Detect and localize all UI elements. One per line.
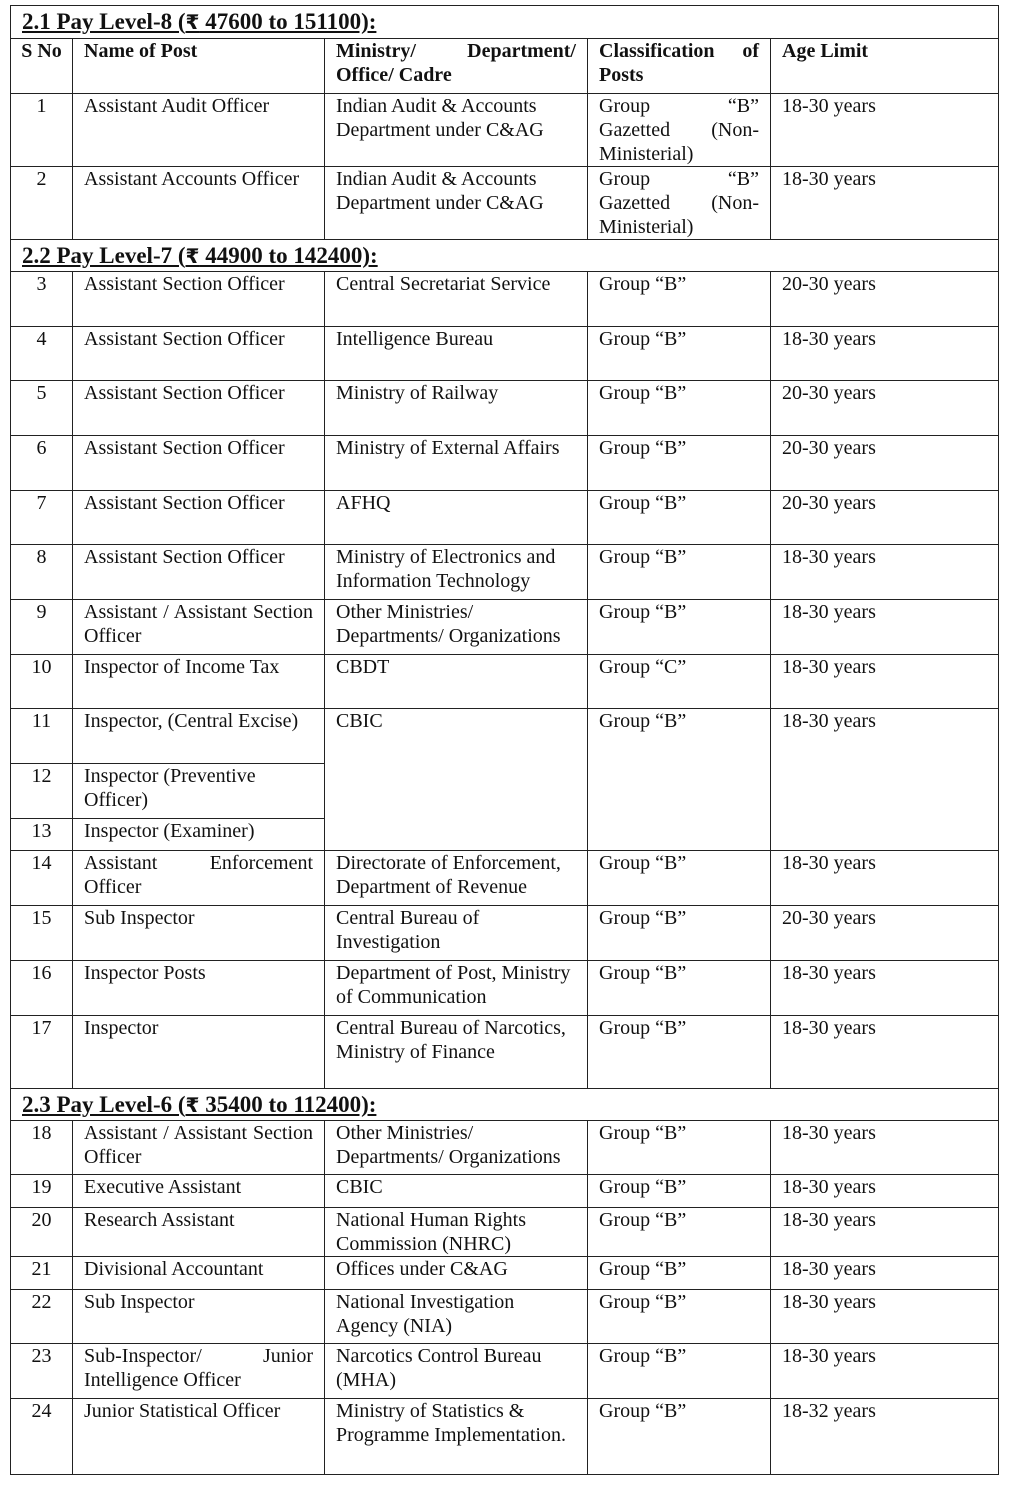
section-title-row [11,1089,999,1121]
cell-post-name: Assistant Section Officer [73,381,325,436]
cell-age-limit: 18-30 years [771,327,999,381]
table-header-row [11,39,999,94]
cell-post-name: Research Assistant [73,1208,325,1257]
table-row [11,851,999,906]
cell-post-name: Assistant Accounts Officer [73,167,325,240]
cell-post-name: Assistant Section Officer [73,545,325,600]
cell-sno: 3 [11,272,73,327]
cell-ministry: Central Bureau of Narcotics, Ministry of Finance [325,1016,588,1089]
cell-ministry: Department of Post, Ministry of Communication [325,961,588,1016]
section-title [11,6,999,39]
cell-age-limit: 20-30 years [771,436,999,491]
cell-sno: 9 [11,600,73,655]
table-row [11,1175,999,1208]
cell-sno: 15 [11,906,73,961]
cell-classification: Group “B” [588,1121,771,1175]
cell-age-limit: 18-30 years [771,1121,999,1175]
cell-classification: Group “B” [588,1257,771,1290]
table-row [11,1121,999,1175]
cell-post-name: Divisional Accountant [73,1257,325,1290]
cell-classification: Group “C” [588,655,771,709]
pay-level-title [22,9,376,34]
cell-classification: Group “B” [588,1016,771,1089]
cell-sno: 12 [11,764,73,819]
cell-classification: Group “B” [588,1290,771,1344]
cell-age-limit: 20-30 years [771,381,999,436]
cell-ministry: CBIC [325,1175,588,1208]
section-title-row [11,240,999,272]
section-title [11,1089,999,1121]
cell-sno: 24 [11,1399,73,1475]
cell-age-limit: 18-30 years [771,1344,999,1399]
cell-age-limit: 18-30 years [771,1290,999,1344]
cell-age-limit: 18-30 years [771,1208,999,1257]
cell-ministry: Indian Audit & Accounts Department under C&AG [325,94,588,167]
cell-sno: 14 [11,851,73,906]
cell-classification: Group “B” [588,1175,771,1208]
cell-classification: Group “B” [588,1208,771,1257]
cell-sno: 11 [11,709,73,764]
cell-sno: 18 [11,1121,73,1175]
table-row [11,167,999,240]
cell-sno: 4 [11,327,73,381]
cell-post-name: Assistant Enforcement Officer [73,851,325,906]
cell-post-name: Inspector [73,1016,325,1089]
pay-level-posts-document [10,5,998,1475]
cell-ministry: AFHQ [325,491,588,545]
cell-ministry: Ministry of Railway [325,381,588,436]
cell-age-limit: 18-30 years [771,709,999,851]
table-row [11,906,999,961]
cell-post-name: Inspector, (Central Excise) [73,709,325,764]
cell-post-name: Sub Inspector [73,1290,325,1344]
posts-table [10,5,999,1475]
cell-post-name: Assistant Section Officer [73,436,325,491]
cell-age-limit: 18-30 years [771,851,999,906]
pay-level-label: 2.3 Pay Level-6 ( [22,1092,186,1117]
cell-classification: Group “B” [588,436,771,491]
col-header-ministry: Ministry/ Department/ Office/ Cadre [325,39,588,94]
table-row [11,436,999,491]
cell-post-name: Assistant Section Officer [73,327,325,381]
cell-sno: 20 [11,1208,73,1257]
table-row [11,327,999,381]
table-row [11,1016,999,1089]
cell-age-limit: 18-30 years [771,1175,999,1208]
cell-post-name: Junior Statistical Officer [73,1399,325,1475]
cell-post-name: Assistant Section Officer [73,272,325,327]
cell-age-limit: 18-30 years [771,167,999,240]
cell-sno: 16 [11,961,73,1016]
table-row [11,1344,999,1399]
cell-age-limit: 18-30 years [771,655,999,709]
cell-sno: 10 [11,655,73,709]
cell-post-name: Inspector of Income Tax [73,655,325,709]
col-header-name: Name of Post [73,39,325,94]
rupee-icon: ₹ [185,10,200,34]
cell-ministry: CBIC [325,709,588,851]
cell-age-limit: 18-30 years [771,600,999,655]
table-row [11,600,999,655]
cell-classification: Group “B” [588,709,771,851]
cell-post-name: Inspector (Examiner) [73,819,325,851]
cell-post-name: Sub Inspector [73,906,325,961]
cell-sno: 21 [11,1257,73,1290]
cell-sno: 22 [11,1290,73,1344]
cell-ministry: Intelligence Bureau [325,327,588,381]
cell-post-name: Inspector (Preventive Officer) [73,764,325,819]
pay-level-title [22,243,378,268]
rupee-icon: ₹ [185,1093,200,1117]
cell-age-limit: 20-30 years [771,272,999,327]
pay-range: 47600 to 151100): [199,9,377,34]
cell-post-name: Sub-Inspector/ Junior Intelligence Officer [73,1344,325,1399]
cell-classification: Group “B” Gazetted (Non-Ministerial) [588,94,771,167]
table-row [11,961,999,1016]
cell-ministry: Indian Audit & Accounts Department under C&AG [325,167,588,240]
cell-post-name: Assistant Section Officer [73,491,325,545]
col-header-classification: Classification of Posts [588,39,771,94]
cell-classification: Group “B” [588,381,771,436]
cell-age-limit: 18-32 years [771,1399,999,1475]
table-row [11,94,999,167]
cell-ministry: Central Bureau of Investigation [325,906,588,961]
cell-ministry: National Human Rights Commission (NHRC) [325,1208,588,1257]
cell-classification: Group “B” [588,961,771,1016]
table-row [11,1399,999,1475]
cell-age-limit: 18-30 years [771,1016,999,1089]
cell-age-limit: 18-30 years [771,545,999,600]
cell-classification: Group “B” [588,545,771,600]
pay-range: 35400 to 112400): [199,1092,377,1117]
cell-sno: 1 [11,94,73,167]
cell-ministry: Ministry of Statistics & Programme Implementation. [325,1399,588,1475]
cell-sno: 19 [11,1175,73,1208]
rupee-icon: ₹ [185,244,200,268]
cell-sno: 6 [11,436,73,491]
section-title-row [11,6,999,39]
cell-ministry: Offices under C&AG [325,1257,588,1290]
cell-classification: Group “B” [588,600,771,655]
pay-level-title [22,1092,376,1117]
cell-ministry: Other Ministries/ Departments/ Organizations [325,600,588,655]
table-row [11,709,999,764]
cell-sno: 23 [11,1344,73,1399]
cell-post-name: Executive Assistant [73,1175,325,1208]
cell-classification: Group “B” [588,491,771,545]
table-row [11,1208,999,1257]
cell-sno: 7 [11,491,73,545]
pay-level-label: 2.1 Pay Level-8 ( [22,9,186,34]
cell-classification: Group “B” [588,1344,771,1399]
cell-sno: 13 [11,819,73,851]
cell-classification: Group “B” [588,272,771,327]
cell-ministry: National Investigation Agency (NIA) [325,1290,588,1344]
col-header-sno: S No [11,39,73,94]
cell-ministry: Central Secretariat Service [325,272,588,327]
cell-ministry: Narcotics Control Bureau (MHA) [325,1344,588,1399]
table-row [11,655,999,709]
table-row [11,1290,999,1344]
cell-sno: 17 [11,1016,73,1089]
cell-sno: 2 [11,167,73,240]
cell-ministry: Ministry of External Affairs [325,436,588,491]
cell-classification: Group “B” [588,327,771,381]
cell-classification: Group “B” [588,851,771,906]
cell-sno: 8 [11,545,73,600]
cell-classification: Group “B” [588,1399,771,1475]
cell-classification: Group “B” [588,906,771,961]
table-row [11,381,999,436]
cell-age-limit: 18-30 years [771,961,999,1016]
table-row [11,545,999,600]
cell-age-limit: 20-30 years [771,491,999,545]
cell-ministry: Directorate of Enforcement, Department of Revenue [325,851,588,906]
cell-post-name: Assistant / Assistant Section Officer [73,1121,325,1175]
cell-post-name: Assistant Audit Officer [73,94,325,167]
pay-level-label: 2.2 Pay Level-7 ( [22,243,186,268]
cell-age-limit: 18-30 years [771,1257,999,1290]
cell-age-limit: 20-30 years [771,906,999,961]
cell-classification: Group “B” Gazetted (Non-Ministerial) [588,167,771,240]
pay-range: 44900 to 142400): [199,243,378,268]
col-header-age: Age Limit [771,39,999,94]
cell-sno: 5 [11,381,73,436]
cell-post-name: Assistant / Assistant Section Officer [73,600,325,655]
table-row [11,1257,999,1290]
cell-age-limit: 18-30 years [771,94,999,167]
cell-ministry: Other Ministries/ Departments/ Organizations [325,1121,588,1175]
cell-ministry: Ministry of Electronics and Information Technology [325,545,588,600]
cell-post-name: Inspector Posts [73,961,325,1016]
table-row [11,491,999,545]
table-row [11,272,999,327]
cell-ministry: CBDT [325,655,588,709]
section-title [11,240,999,272]
